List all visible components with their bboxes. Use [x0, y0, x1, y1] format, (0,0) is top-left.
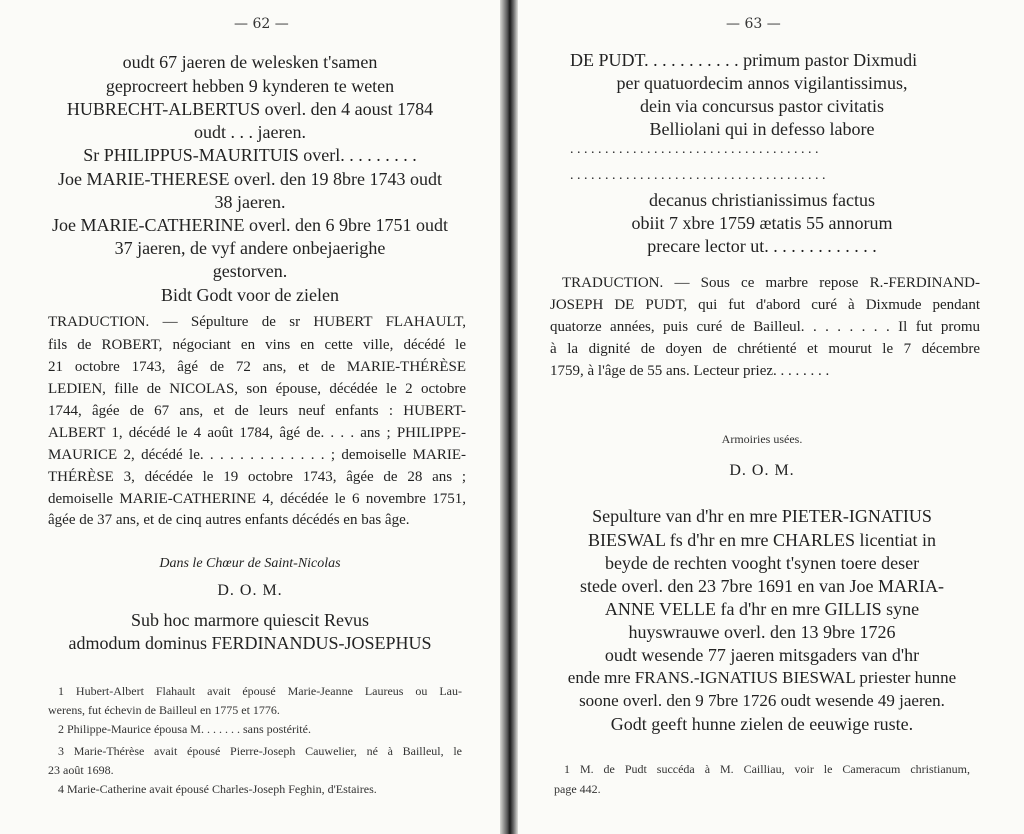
translation-line: demoiselle MARIE-CATHERINE 4, décédée le 6 novembre 1751,	[48, 491, 466, 507]
footnote-line: 1 M. de Pudt succéda à M. Cailliau, voir le Cameracum christianum,	[564, 762, 970, 776]
epitaph-line: Sr PHILIPPUS-MAURITUIS overl. . . . . . . . .	[83, 145, 417, 165]
latin-line: . . . . . . . . . . . . . . . . . . . . . . . . . . . . . . . . . . . .	[570, 142, 819, 157]
latin-line: obiit 7 xbre 1759 ætatis 55 annorum	[631, 213, 893, 233]
translation-line: fils de ROBERT, négociant en vins en cette ville, décédé le	[48, 337, 466, 353]
dom-heading: D. O. M.	[729, 462, 795, 479]
latin-line: dein via concursus pastor civitatis	[640, 96, 884, 116]
latin-line: per quatuordecim annos vigilantissimus,	[616, 73, 908, 93]
latin-line: admodum dominus FERDINANDUS-JOSEPHUS	[68, 633, 432, 653]
epitaph-line: oudt wesende 77 jaeren mitsgaders van d'hr	[604, 645, 920, 665]
translation-line: JOSEPH DE PUDT, qui fut d'abord curé à Dixmude pendant	[550, 297, 980, 313]
epitaph-line: ANNE VELLE fa d'hr en mre GILLIS syne	[604, 599, 920, 619]
epitaph-line: soone overl. den 9 7bre 1726 oudt wesende 49 jaeren.	[579, 691, 945, 710]
page-number: — 63 —	[726, 16, 781, 32]
epitaph-line: ende mre FRANS.-IGNATIUS BIESWAL priester hunne	[567, 668, 957, 687]
epitaph-line: stede overl. den 23 7bre 1691 en van Joe MARIA-	[580, 576, 944, 596]
latin-line: DE PUDT. . . . . . . . . . . primum pastor Dixmudi	[570, 50, 918, 70]
translation-line: 1759, à l'âge de 55 ans. Lecteur priez. . . . . . . .	[550, 363, 830, 379]
page-number: — 62 —	[234, 16, 289, 32]
translation-line: MAURICE 2, décédé le. . . . . . . . . . . . . ; demoiselle MARIE-	[48, 447, 466, 463]
footnote-line: werens, fut échevin de Bailleul en 1775 et 1776.	[48, 703, 280, 717]
epitaph-line: Sepulture van d'hr en mre PIETER-IGNATIUS	[592, 506, 932, 526]
epitaph-line: beyde de rechten vooght t'synen toere deser	[604, 553, 920, 573]
epitaph-line: oudt . . . jaeren.	[194, 122, 306, 142]
translation-line: ALBERT 1, décédé le 4 août 1784, âgé de. . . . ans ; PHILIPPE-	[48, 425, 466, 441]
footnote-line: 4 Marie-Catherine avait épousé Charles-Joseph Feghin, d'Estaires.	[58, 782, 377, 796]
epitaph-line: BIESWAL fs d'hr en mre CHARLES licentiat in	[587, 530, 937, 550]
right-page	[512, 0, 1024, 834]
latin-line: precare lector ut. . . . . . . . . . . . .	[647, 236, 877, 256]
footnote-line: 3 Marie-Thérèse avait épousé Pierre-Joseph Cauwelier, né à Bailleul, le	[58, 744, 462, 758]
epitaph-line: Joe MARIE-CATHERINE overl. den 6 9bre 1751 oudt	[52, 215, 448, 235]
dom-heading: D. O. M.	[217, 582, 283, 599]
latin-line: decanus christianissimus factus	[649, 190, 875, 210]
footnote-line: 1 Hubert-Albert Flahault avait épousé Marie-Jeanne Laureus ou Lau-	[58, 684, 462, 698]
translation-line: à la dignité de doyen de chrétienté et mourut le 7 décembre	[550, 341, 980, 357]
footnote-line: 23 août 1698.	[48, 763, 114, 777]
translation-line: TRADUCTION. — Sous ce marbre repose R.-FERDINAND-	[562, 275, 980, 291]
latin-line: Sub hoc marmore quiescit Revus	[131, 610, 369, 630]
translation-line: 21 octobre 1743, âgé de 72 ans, et de MARIE-THÉRÈSE	[48, 359, 466, 375]
arms-note: Armoiries usées.	[721, 432, 803, 446]
epitaph-line: oudt 67 jaeren de welesken t'samen	[122, 52, 378, 72]
left-page	[0, 0, 506, 834]
footnote-line: page 442.	[554, 782, 601, 796]
translation-line: 1744, âgée de 67 ans, et de leurs neuf enfants : HUBERT-	[48, 403, 466, 419]
epitaph-line: 38 jaeren.	[214, 192, 286, 212]
translation-line: LEDIEN, fille de NICOLAS, son épouse, décédée le 2 octobre	[48, 381, 466, 397]
section-heading: Dans le Chœur de Saint-Nicolas	[159, 556, 341, 571]
translation-line: THÉRÈSE 3, décédée le 19 octobre 1743, âgée de 28 ans ;	[48, 469, 466, 485]
epitaph-line: geprocreert hebben 9 kynderen te weten	[105, 76, 395, 96]
latin-line: Belliolani qui in defesso labore	[649, 119, 875, 139]
epitaph-line: 37 jaeren, de vyf andere onbejaerighe	[114, 238, 386, 258]
epitaph-line: gestorven.	[212, 261, 288, 281]
epitaph-line: Bidt Godt voor de zielen	[161, 285, 339, 305]
epitaph-line: huyswrauwe overl. den 13 9bre 1726	[628, 622, 896, 642]
latin-line: . . . . . . . . . . . . . . . . . . . . . . . . . . . . . . . . . . . . .	[570, 168, 826, 183]
epitaph-line: Godt geeft hunne zielen de eeuwige ruste.	[610, 714, 914, 734]
translation-line: âgée de 37 ans, et de cinq autres enfants décédés en bas âge.	[48, 512, 410, 528]
footnote-line: 2 Philippe-Maurice épousa M. . . . . . . sans postérité.	[58, 722, 311, 736]
translation-line: quatorze années, puis curé de Bailleul. . . . . . . . Il fut promu	[550, 319, 980, 335]
epitaph-line: HUBRECHT-ALBERTUS overl. den 4 aoust 1784	[66, 99, 434, 119]
epitaph-line: Joe MARIE-THERESE overl. den 19 8bre 1743 oudt	[58, 169, 442, 189]
translation-line: TRADUCTION. — Sépulture de sr HUBERT FLAHAULT,	[48, 314, 466, 330]
